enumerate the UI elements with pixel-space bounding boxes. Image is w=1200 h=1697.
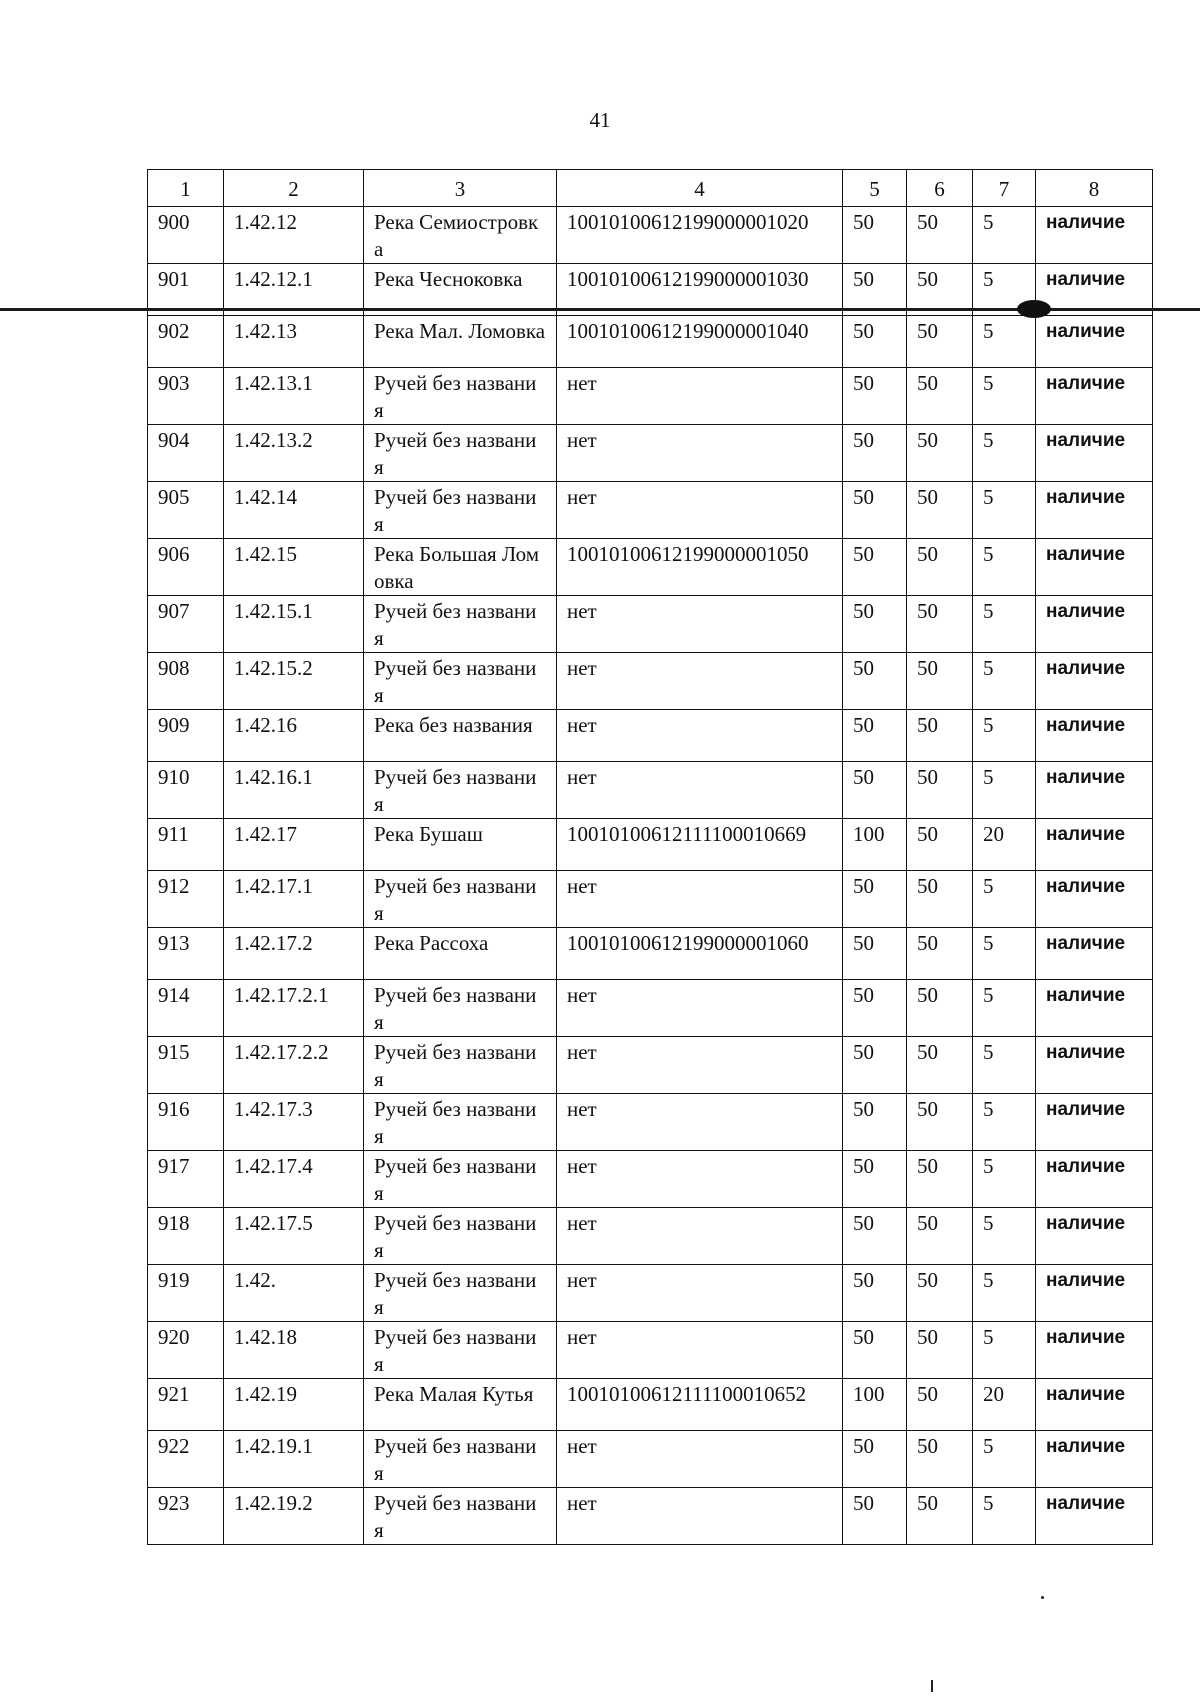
width-value: 50	[843, 264, 907, 316]
registry-code: 10010100612199000001050	[557, 539, 843, 596]
registry-code: нет	[557, 425, 843, 482]
belt-value: 5	[973, 368, 1036, 425]
object-code: 1.42.14	[224, 482, 364, 539]
object-code: 1.42.15.1	[224, 596, 364, 653]
object-name: Река Мал. Ломовка	[364, 316, 557, 368]
status-value: наличие	[1036, 1094, 1153, 1151]
registry-code: 10010100612199000001020	[557, 207, 843, 264]
width-value: 50	[843, 871, 907, 928]
table-row	[148, 482, 1153, 539]
zone-value: 50	[907, 710, 973, 762]
belt-value: 5	[973, 980, 1036, 1037]
width-value: 50	[843, 1431, 907, 1488]
registry-code: 10010100612111100010669	[557, 819, 843, 871]
registry-code: нет	[557, 710, 843, 762]
belt-value: 5	[973, 1322, 1036, 1379]
object-name: Ручей без названия	[364, 1208, 557, 1265]
width-value: 50	[843, 710, 907, 762]
status-value: наличие	[1036, 207, 1153, 264]
table-row	[148, 1151, 1153, 1208]
column-header: 1	[148, 170, 224, 207]
row-number: 905	[148, 482, 224, 539]
registry-code: нет	[557, 596, 843, 653]
width-value: 50	[843, 425, 907, 482]
registry-code: нет	[557, 1037, 843, 1094]
width-value: 50	[843, 1322, 907, 1379]
table-header-row	[148, 170, 1153, 207]
status-value: наличие	[1036, 980, 1153, 1037]
object-code: 1.42.13.1	[224, 368, 364, 425]
object-code: 1.42.17.3	[224, 1094, 364, 1151]
column-header: 7	[973, 170, 1036, 207]
width-value: 50	[843, 316, 907, 368]
object-name: Ручей без названия	[364, 1094, 557, 1151]
table-row	[148, 1322, 1153, 1379]
row-number: 918	[148, 1208, 224, 1265]
belt-value: 20	[973, 819, 1036, 871]
status-value: наличие	[1036, 539, 1153, 596]
row-number: 904	[148, 425, 224, 482]
status-value: наличие	[1036, 1208, 1153, 1265]
row-number: 922	[148, 1431, 224, 1488]
object-name: Река Семиостровка	[364, 207, 557, 264]
table-row	[148, 1037, 1153, 1094]
width-value: 50	[843, 207, 907, 264]
belt-value: 5	[973, 596, 1036, 653]
status-value: наличие	[1036, 596, 1153, 653]
row-number: 906	[148, 539, 224, 596]
object-name: Ручей без названия	[364, 980, 557, 1037]
object-name: Река Чесноковка	[364, 264, 557, 316]
object-name: Ручей без названия	[364, 482, 557, 539]
zone-value: 50	[907, 596, 973, 653]
object-name: Ручей без названия	[364, 1431, 557, 1488]
registry-code: нет	[557, 1151, 843, 1208]
registry-code: нет	[557, 762, 843, 819]
row-number: 907	[148, 596, 224, 653]
object-name: Ручей без названия	[364, 425, 557, 482]
width-value: 50	[843, 482, 907, 539]
table-row	[148, 1488, 1153, 1545]
object-name: Река Рассоха	[364, 928, 557, 980]
object-code: 1.42.18	[224, 1322, 364, 1379]
status-value: наличие	[1036, 1037, 1153, 1094]
status-value: наличие	[1036, 264, 1153, 316]
width-value: 50	[843, 980, 907, 1037]
belt-value: 5	[973, 316, 1036, 368]
object-name: Ручей без названия	[364, 871, 557, 928]
zone-value: 50	[907, 316, 973, 368]
status-value: наличие	[1036, 368, 1153, 425]
zone-value: 50	[907, 1265, 973, 1322]
belt-value: 5	[973, 539, 1036, 596]
row-number: 917	[148, 1151, 224, 1208]
belt-value: 5	[973, 1431, 1036, 1488]
zone-value: 50	[907, 928, 973, 980]
belt-value: 5	[973, 928, 1036, 980]
row-number: 919	[148, 1265, 224, 1322]
table-row	[148, 1431, 1153, 1488]
status-value: наличие	[1036, 1379, 1153, 1431]
status-value: наличие	[1036, 928, 1153, 980]
status-value: наличие	[1036, 1431, 1153, 1488]
status-value: наличие	[1036, 819, 1153, 871]
object-name: Ручей без названия	[364, 368, 557, 425]
belt-value: 5	[973, 653, 1036, 710]
zone-value: 50	[907, 264, 973, 316]
registry-code: 10010100612199000001040	[557, 316, 843, 368]
registry-code: нет	[557, 482, 843, 539]
object-name: Ручей без названия	[364, 1037, 557, 1094]
zone-value: 50	[907, 1379, 973, 1431]
column-header: 2	[224, 170, 364, 207]
object-code: 1.42.15	[224, 539, 364, 596]
object-code: 1.42.12	[224, 207, 364, 264]
status-value: наличие	[1036, 653, 1153, 710]
column-header: 5	[843, 170, 907, 207]
object-code: 1.42.19.1	[224, 1431, 364, 1488]
object-code: 1.42.17.2	[224, 928, 364, 980]
width-value: 50	[843, 928, 907, 980]
table-row	[148, 928, 1153, 980]
width-value: 100	[843, 1379, 907, 1431]
row-number: 908	[148, 653, 224, 710]
column-header: 6	[907, 170, 973, 207]
object-code: 1.42.12.1	[224, 264, 364, 316]
row-number: 903	[148, 368, 224, 425]
row-number: 901	[148, 264, 224, 316]
status-value: наличие	[1036, 1488, 1153, 1545]
zone-value: 50	[907, 1431, 973, 1488]
registry-code: нет	[557, 1431, 843, 1488]
object-code: 1.42.13.2	[224, 425, 364, 482]
registry-code: нет	[557, 1322, 843, 1379]
table-row	[148, 710, 1153, 762]
zone-value: 50	[907, 871, 973, 928]
status-value: наличие	[1036, 1151, 1153, 1208]
table-row	[148, 425, 1153, 482]
width-value: 50	[843, 539, 907, 596]
belt-value: 5	[973, 1208, 1036, 1265]
table-row	[148, 207, 1153, 264]
row-number: 915	[148, 1037, 224, 1094]
object-name: Ручей без названия	[364, 1151, 557, 1208]
zone-value: 50	[907, 653, 973, 710]
row-number: 909	[148, 710, 224, 762]
belt-value: 5	[973, 871, 1036, 928]
object-name: Ручей без названия	[364, 653, 557, 710]
table-row	[148, 316, 1153, 368]
object-code: 1.42.17.1	[224, 871, 364, 928]
object-code: 1.42.16	[224, 710, 364, 762]
table-row	[148, 368, 1153, 425]
width-value: 50	[843, 1208, 907, 1265]
registry-code: нет	[557, 653, 843, 710]
width-value: 50	[843, 368, 907, 425]
width-value: 50	[843, 653, 907, 710]
belt-value: 5	[973, 1151, 1036, 1208]
object-code: 1.42.16.1	[224, 762, 364, 819]
zone-value: 50	[907, 762, 973, 819]
scan-artifact-blot	[1017, 300, 1051, 318]
row-number: 902	[148, 316, 224, 368]
object-name: Река без названия	[364, 710, 557, 762]
object-code: 1.42.17.4	[224, 1151, 364, 1208]
table-row	[148, 1208, 1153, 1265]
object-code: 1.42.17.2.1	[224, 980, 364, 1037]
row-number: 920	[148, 1322, 224, 1379]
water-objects-table	[147, 169, 1153, 1545]
zone-value: 50	[907, 819, 973, 871]
object-code: 1.42.17	[224, 819, 364, 871]
belt-value: 5	[973, 482, 1036, 539]
column-header: 3	[364, 170, 557, 207]
zone-value: 50	[907, 539, 973, 596]
belt-value: 5	[973, 207, 1036, 264]
belt-value: 5	[973, 1094, 1036, 1151]
object-code: 1.42.	[224, 1265, 364, 1322]
scan-speck	[931, 1680, 933, 1692]
width-value: 50	[843, 1151, 907, 1208]
row-number: 923	[148, 1488, 224, 1545]
zone-value: 50	[907, 1488, 973, 1545]
belt-value: 5	[973, 1488, 1036, 1545]
registry-code: нет	[557, 368, 843, 425]
status-value: наличие	[1036, 425, 1153, 482]
object-code: 1.42.19	[224, 1379, 364, 1431]
status-value: наличие	[1036, 1322, 1153, 1379]
zone-value: 50	[907, 1094, 973, 1151]
belt-value: 5	[973, 1037, 1036, 1094]
table-row	[148, 539, 1153, 596]
object-name: Ручей без названия	[364, 762, 557, 819]
zone-value: 50	[907, 425, 973, 482]
table-row	[148, 819, 1153, 871]
width-value: 50	[843, 1265, 907, 1322]
row-number: 912	[148, 871, 224, 928]
object-code: 1.42.17.2.2	[224, 1037, 364, 1094]
status-value: наличие	[1036, 482, 1153, 539]
status-value: наличие	[1036, 710, 1153, 762]
registry-code: нет	[557, 1265, 843, 1322]
registry-code: нет	[557, 1208, 843, 1265]
registry-code: нет	[557, 980, 843, 1037]
belt-value: 20	[973, 1379, 1036, 1431]
status-value: наличие	[1036, 1265, 1153, 1322]
belt-value: 5	[973, 1265, 1036, 1322]
column-header: 4	[557, 170, 843, 207]
status-value: наличие	[1036, 316, 1153, 368]
table-row	[148, 1379, 1153, 1431]
width-value: 100	[843, 819, 907, 871]
object-name: Ручей без названия	[364, 1265, 557, 1322]
status-value: наличие	[1036, 871, 1153, 928]
registry-code: нет	[557, 871, 843, 928]
zone-value: 50	[907, 207, 973, 264]
object-code: 1.42.17.5	[224, 1208, 364, 1265]
row-number: 914	[148, 980, 224, 1037]
row-number: 913	[148, 928, 224, 980]
zone-value: 50	[907, 980, 973, 1037]
table-row	[148, 596, 1153, 653]
zone-value: 50	[907, 482, 973, 539]
table-row	[148, 1094, 1153, 1151]
width-value: 50	[843, 762, 907, 819]
width-value: 50	[843, 1488, 907, 1545]
belt-value: 5	[973, 425, 1036, 482]
row-number: 911	[148, 819, 224, 871]
zone-value: 50	[907, 368, 973, 425]
zone-value: 50	[907, 1037, 973, 1094]
table-row	[148, 980, 1153, 1037]
zone-value: 50	[907, 1151, 973, 1208]
object-name: Река Большая Ломовка	[364, 539, 557, 596]
registry-code: нет	[557, 1488, 843, 1545]
belt-value: 5	[973, 264, 1036, 316]
status-value: наличие	[1036, 762, 1153, 819]
page-number: 41	[589, 108, 611, 132]
registry-code: 10010100612111100010652	[557, 1379, 843, 1431]
table-row	[148, 871, 1153, 928]
width-value: 50	[843, 1094, 907, 1151]
object-name: Ручей без названия	[364, 596, 557, 653]
table-row	[148, 762, 1153, 819]
object-name: Река Бушаш	[364, 819, 557, 871]
zone-value: 50	[907, 1208, 973, 1265]
scan-speck	[1041, 1596, 1044, 1599]
object-code: 1.42.19.2	[224, 1488, 364, 1545]
zone-value: 50	[907, 1322, 973, 1379]
row-number: 910	[148, 762, 224, 819]
object-code: 1.42.13	[224, 316, 364, 368]
registry-code: 10010100612199000001030	[557, 264, 843, 316]
row-number: 916	[148, 1094, 224, 1151]
width-value: 50	[843, 596, 907, 653]
table-row	[148, 653, 1153, 710]
column-header: 8	[1036, 170, 1153, 207]
table-row	[148, 1265, 1153, 1322]
registry-code: 10010100612199000001060	[557, 928, 843, 980]
registry-code: нет	[557, 1094, 843, 1151]
object-name: Ручей без названия	[364, 1322, 557, 1379]
row-number: 900	[148, 207, 224, 264]
object-name: Река Малая Кутья	[364, 1379, 557, 1431]
row-number: 921	[148, 1379, 224, 1431]
belt-value: 5	[973, 710, 1036, 762]
object-code: 1.42.15.2	[224, 653, 364, 710]
belt-value: 5	[973, 762, 1036, 819]
width-value: 50	[843, 1037, 907, 1094]
object-name: Ручей без названия	[364, 1488, 557, 1545]
